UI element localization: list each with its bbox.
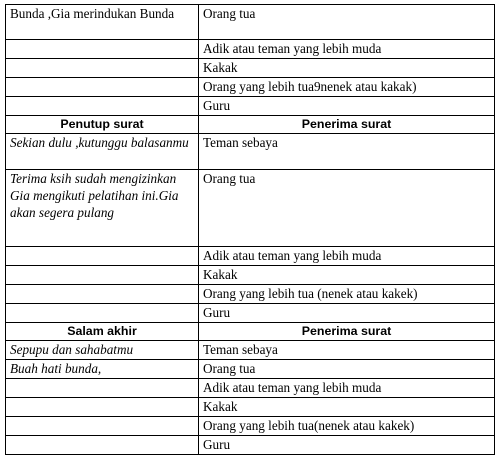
table-row [6,78,495,97]
section-header-row [6,323,495,341]
recipient-cell: Orang tua [199,170,495,247]
sender-cell: Sepupu dan sahabatmu [6,341,199,360]
table-row [6,436,495,455]
table-row [6,247,495,266]
table-row [6,134,495,170]
table-row [6,40,495,59]
table-row [6,170,495,247]
recipient-cell: Teman sebaya [199,134,495,170]
sender-cell [6,398,199,417]
sender-cell [6,304,199,323]
sender-cell [6,266,199,285]
recipient-cell: Kakak [199,398,495,417]
sender-cell [6,59,199,78]
table-body [6,5,495,455]
table-row [6,304,495,323]
recipient-cell: Kakak [199,59,495,78]
recipient-cell: Orang tua [199,5,495,40]
sender-cell [6,417,199,436]
sender-cell [6,40,199,59]
section-header-right: Penerima surat [199,116,495,134]
recipient-cell: Teman sebaya [199,341,495,360]
table-row [6,285,495,304]
table-row [6,59,495,78]
table-row [6,398,495,417]
sender-cell: Terima ksih sudah mengizinkan Gia mengikuti pelatihan ini.Gia akan segera pulang [6,170,199,247]
sender-cell [6,247,199,266]
recipient-cell: Adik atau teman yang lebih muda [199,40,495,59]
recipient-cell: Orang yang lebih tua(nenek atau kakek) [199,417,495,436]
table-row [6,360,495,379]
recipient-cell: Guru [199,436,495,455]
recipient-cell: Kakak [199,266,495,285]
recipient-cell: Guru [199,304,495,323]
table-row [6,266,495,285]
table-row [6,341,495,360]
recipient-cell: Orang tua [199,360,495,379]
table-row [6,97,495,116]
recipient-cell: Orang yang lebih tua (nenek atau kakek) [199,285,495,304]
section-header-right: Penerima surat [199,323,495,341]
sender-cell: Buah hati bunda, [6,360,199,379]
table-row [6,379,495,398]
table-row [6,417,495,436]
recipient-cell: Adik atau teman yang lebih muda [199,247,495,266]
sender-cell [6,436,199,455]
sender-cell [6,285,199,304]
sender-cell [6,78,199,97]
section-header-left: Penutup surat [6,116,199,134]
recipient-cell: Guru [199,97,495,116]
section-header-left: Salam akhir [6,323,199,341]
section-header-row [6,116,495,134]
sender-cell: Bunda ,Gia merindukan Bunda [6,5,199,40]
sender-cell [6,97,199,116]
letter-closing-table [5,4,495,455]
table-row [6,5,495,40]
sender-cell [6,379,199,398]
recipient-cell: Adik atau teman yang lebih muda [199,379,495,398]
sender-cell: Sekian dulu ,kutunggu balasanmu [6,134,199,170]
recipient-cell: Orang yang lebih tua9nenek atau kakak) [199,78,495,97]
